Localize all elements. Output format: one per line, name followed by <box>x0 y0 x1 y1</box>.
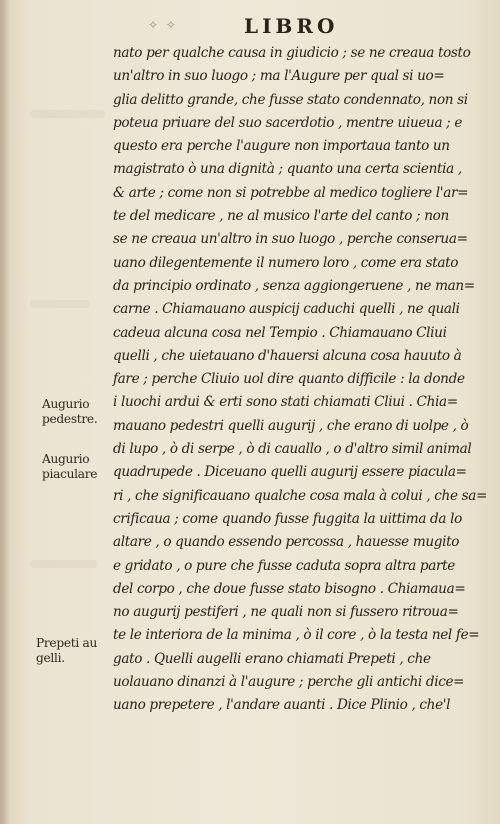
text-line: se ne creaua un'altro in suo luogo , perche conserua= <box>113 231 468 248</box>
text-line: poteua priuare del suo sacerdotio , mentre uiueua ; e <box>113 114 463 131</box>
text-line: magistrato ò una dignità ; quanto una certa scientia , <box>113 161 462 178</box>
running-title: LIBRO <box>244 14 339 38</box>
margin-note-line: piaculare <box>42 467 98 481</box>
text-line: te del medicare , ne al musico l'arte del canto ; non <box>113 208 449 225</box>
text-line: fare ; perche Cliuio uol dire quanto difficile : la donde <box>113 371 465 388</box>
margin-note-line: pedestre. <box>42 412 98 426</box>
margin-note-line: gelli. <box>36 651 65 665</box>
text-line: del corpo , che doue fusse stato bisogno . Chiamaua= <box>113 580 466 597</box>
text-line: uano prepetere , l'andare auanti . Dice Plinio , che'l <box>113 697 451 714</box>
text-line: e gridato , o pure che fusse caduta sopra altra parte <box>113 557 455 574</box>
margin-note-line: Augurio <box>42 397 90 411</box>
text-line: quadrupede . Diceuano quelli augurij essere piacula= <box>113 464 467 481</box>
text-line: di lupo , ò di serpe , ò di cauallo , o d'altro simil animal <box>113 441 472 458</box>
header-ornament: ✧ ✧ <box>148 18 178 32</box>
text-line: questo era perche l'augure non importaua tanto un <box>113 138 450 155</box>
text-line: un'altro in suo luogo ; ma l'Augure per qual si uo= <box>113 68 445 85</box>
bleed-through-mark <box>30 560 98 568</box>
margin-note-line: Prepeti au <box>36 636 98 650</box>
text-line: gato . Quelli augelli erano chiamati Prepeti , che <box>113 650 431 667</box>
text-line: uano dilegentemente il numero loro , come era stato <box>113 254 459 271</box>
text-line: uolauano dinanzi à l'augure ; perche gli antichi dice= <box>113 674 465 691</box>
margin-note-line: Augurio <box>42 452 90 466</box>
margin-note-prepeti-augelli <box>36 636 97 666</box>
bleed-through-mark <box>30 300 90 308</box>
text-line: te le interiora de la minima , ò il core , ò la testa nel fe= <box>113 627 480 644</box>
text-line: ri , che significauano qualche cosa mala à colui , che sa= <box>113 487 488 504</box>
text-line: carne . Chiamauano auspicij caduchi quelli , ne quali <box>113 301 460 318</box>
margin-note-augurio-pedestre <box>42 397 97 427</box>
text-line: no augurij pestiferi , ne quali non si fussero ritroua= <box>113 604 459 621</box>
body-text <box>113 42 491 718</box>
text-line: quelli , che uietauano d'hauersi alcuna cosa hauuto à <box>113 347 462 364</box>
text-line: glia delitto grande, che fusse stato condennato, non si <box>113 91 468 108</box>
text-line: i luochi ardui & erti sono stati chiamati Cliui . Chia= <box>113 394 458 411</box>
margin-notes <box>0 0 110 824</box>
text-line: mauano pedestri quelli augurij , che erano di uolpe , ò <box>113 417 469 434</box>
text-line: altare , o quando essendo percossa , hauesse mugito <box>113 534 460 551</box>
text-line: crificaua ; come quando fusse fuggita la uittima da lo <box>113 510 462 527</box>
text-line: nato per qualche causa in giudicio ; se ne creaua tosto <box>113 45 471 61</box>
text-line: cadeua alcuna cosa nel Tempio . Chiamauano Cliui <box>113 324 447 341</box>
bleed-through-mark <box>30 110 105 118</box>
text-line: da principio ordinato , senza aggiongeruene , ne man= <box>113 277 475 294</box>
margin-note-augurio-piaculare <box>42 452 97 482</box>
text-line: & arte ; come non si potrebbe al medico togliere l'ar= <box>113 184 469 201</box>
